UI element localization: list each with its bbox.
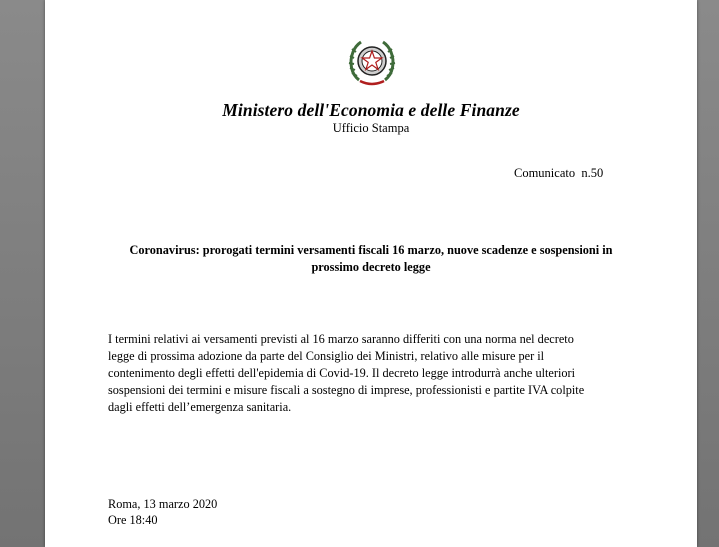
office-name: Ufficio Stampa [332, 121, 410, 135]
body-line: sospensioni dei termini e misure fiscali a sostegno di imprese, professionisti e partite IVA colpite [108, 383, 585, 397]
headline-line: Coronavirus: prorogati termini versamenti fiscali 16 marzo, nuove scadenze e sospensioni in [129, 243, 613, 257]
release-time: Ore 18:40 [108, 513, 158, 527]
body-line: contenimento degli effetti dell'epidemia di Covid-19. Il decreto legge introdurrà anche ulteriori [108, 366, 576, 380]
body-line: I termini relativi ai versamenti previsti al 16 marzo saranno differiti con una norma nel decreto [108, 332, 574, 346]
press-release-headline [97, 242, 645, 276]
press-release-body [108, 331, 628, 416]
release-date: Roma, 13 marzo 2020 [108, 497, 218, 511]
italian-republic-emblem-icon [347, 36, 397, 88]
document-page [45, 0, 697, 547]
body-line: dagli effetti dell’emergenza sanitaria. [108, 400, 292, 414]
ministry-title: Ministero dell'Economia e delle Finanze [222, 100, 520, 120]
headline-line: prossimo decreto legge [311, 260, 431, 274]
body-line: legge di prossima adozione da parte del Consiglio dei Ministri, relativo alle misure per il [108, 349, 545, 363]
communique-number: Comunicato n.50 [514, 166, 604, 180]
